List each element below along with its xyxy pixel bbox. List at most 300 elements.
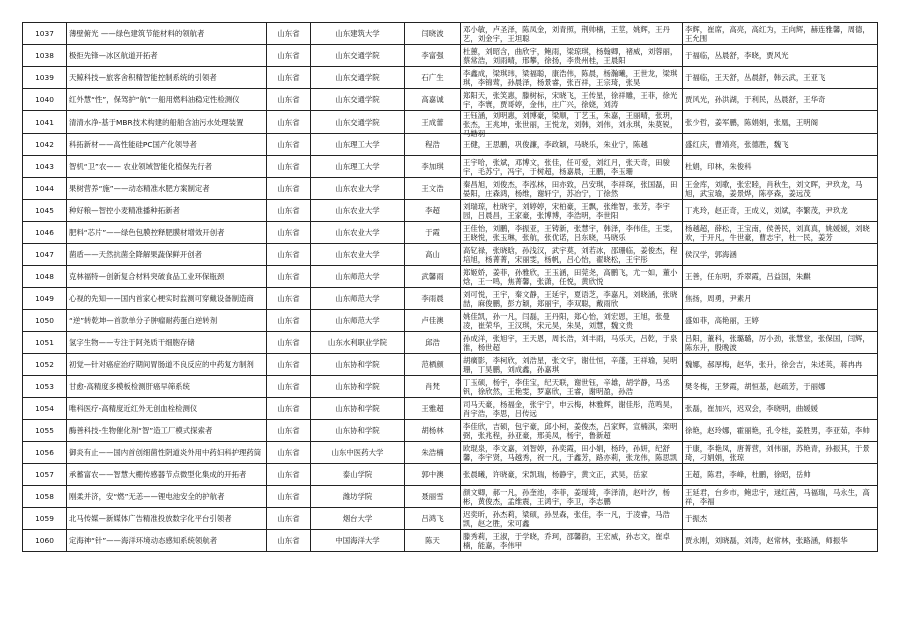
- team-leader: 聂丽雪: [421, 492, 444, 501]
- team-leader-cell: [405, 442, 461, 464]
- table-row: [23, 222, 878, 244]
- school-name-cell: [311, 222, 405, 244]
- team-members: 王宇哈，张斌，邓博文，张佳，任可爱，刘红月，张天奇，田骏宇，毛苏宁，冯宇，于树超，杨嘉晨，王鹏，李玉珊: [463, 157, 670, 176]
- team-members-cell: [461, 464, 683, 486]
- advisors-cell: [683, 442, 878, 464]
- school-name: 山东师范大学: [335, 272, 380, 281]
- team-leader-cell: [405, 222, 461, 244]
- project-name: 刚柔并济，安“燃”无恙——锂电池安全的护航者: [69, 492, 225, 501]
- province-cell: [267, 266, 311, 288]
- row-number-cell: [23, 376, 67, 398]
- province-cell: [267, 486, 311, 508]
- project-name-cell: [67, 23, 267, 45]
- advisors: 于福临，丛晨舒，李晓，贾风光: [685, 51, 789, 60]
- project-name: 菌盾——天然抗菌全降解果蔬保鲜开创者: [69, 250, 203, 259]
- project-name: 定海神“针”——海洋环境动态感知系统领航者: [69, 536, 218, 545]
- advisors: 于福临，王天舒，丛晨舒，韩云武，王亚飞: [685, 73, 826, 82]
- team-leader: 范栖颜: [421, 360, 444, 369]
- row-number-cell: [23, 310, 67, 332]
- province: 山东省: [277, 448, 300, 457]
- team-leader: 闫晓波: [421, 29, 444, 38]
- team-leader: 武馨雨: [421, 272, 444, 281]
- team-leader: 肖梵: [425, 382, 440, 391]
- project-name-cell: [67, 486, 267, 508]
- school-name: 泰山学院: [342, 470, 373, 479]
- province-cell: [267, 288, 311, 310]
- advisors: 丁兆玲，赵正奇，王成义，刘斌，李繁茂，尹玖龙: [685, 206, 848, 215]
- advisors: 贾风光，孙洪湖，于利民，丛晨舒，王华奇: [685, 95, 826, 104]
- team-members: 李佳欣，吉硕，包宇豪，邱小柯，姜俊杰，吕家辉，宣楠淇，栾明弼，张兆程，孙亚豪，邢美凤，杨宇，鲁新超: [463, 421, 678, 440]
- row-number-cell: [23, 398, 67, 420]
- advisors-cell: [683, 45, 878, 67]
- province-cell: [267, 156, 311, 178]
- advisors: 王延君，台乡市，鲍忠宇，逯红茜，马福瑞，马永生，高祥，李福: [685, 487, 870, 506]
- project-name: 甘愈-高精度多模板检测肝癌早筛系统: [69, 382, 190, 391]
- advisors: 盛如菲，高艳丽，王婷: [685, 316, 759, 325]
- school-name-cell: [311, 420, 405, 442]
- advisors: 张少哲，姜军鹏，陈娟娟，张凰，王明阁: [685, 117, 819, 127]
- team-leader: 程浩: [425, 140, 440, 149]
- row-number-cell: [23, 67, 67, 89]
- advisors: 杜娟，印林，朱俊科: [685, 162, 752, 171]
- advisors-cell: [683, 156, 878, 178]
- row-number: 1053: [35, 382, 54, 391]
- row-number-cell: [23, 178, 67, 200]
- project-name: 薄壁俯光 ——绿色建筑节能材料的领航者: [69, 29, 205, 38]
- project-name-cell: [67, 45, 267, 67]
- school-name: 山东农业大学: [335, 228, 380, 237]
- team-members-cell: [461, 178, 683, 200]
- project-name-cell: [67, 376, 267, 398]
- province-cell: [267, 310, 311, 332]
- project-name: 克林福特—创新复合材料突破食品工业环保瓶颈: [69, 272, 225, 281]
- table-row: [23, 111, 878, 134]
- province-cell: [267, 508, 311, 530]
- team-members-cell: [461, 200, 683, 222]
- table-row: [23, 45, 878, 67]
- advisors: 王超，陈君，李峰，杜鹏，徐昭，岳帅: [685, 470, 811, 479]
- team-members: 司马天豪，杨福金，张宇宁，申云梅，林雅辉，谢佳彤，范鸣昊，肖宇浩，李思，吕传远: [463, 399, 678, 418]
- project-name-cell: [67, 178, 267, 200]
- project-table-body: [23, 23, 878, 552]
- school-name: 山东师范大学: [335, 294, 380, 303]
- school-name: 山东农业大学: [335, 250, 380, 259]
- project-name: 承蓄富农——智慧大棚传感器节点微型化集成的开拓者: [69, 470, 247, 479]
- project-name: 天鲸科技—旅客舍积精智能控制系统的引领者: [69, 73, 217, 82]
- table-row: [23, 486, 878, 508]
- school-name: 山东农业大学: [335, 184, 380, 193]
- project-name-cell: [67, 442, 267, 464]
- school-name: 潍坊学院: [342, 492, 373, 501]
- project-name: 酶善科技-生物催化剂“智”造工厂模式探索者: [69, 426, 213, 435]
- school-name-cell: [311, 200, 405, 222]
- team-leader-cell: [405, 530, 461, 552]
- advisors: 于康，李艳凤，唐菁营，刘伟丽，苏艳青，孙振其，于景琦，刁娟娟，张琼: [685, 443, 870, 462]
- advisors: 焦扬，周勇，尹素月: [685, 294, 752, 303]
- school-name: 山东交通学院: [335, 51, 380, 60]
- team-leader: 邱浩: [425, 338, 440, 347]
- project-name-cell: [67, 332, 267, 354]
- row-number: 1049: [35, 294, 54, 303]
- team-members-cell: [461, 67, 683, 89]
- advisors-cell: [683, 310, 878, 332]
- row-number: 1037: [35, 29, 54, 38]
- project-name-cell: [67, 354, 267, 376]
- results-sheet: [22, 22, 877, 552]
- project-name-cell: [67, 266, 267, 288]
- team-leader-cell: [405, 156, 461, 178]
- school-name: 山东协和学院: [335, 426, 380, 435]
- school-name: 山东交通学院: [335, 73, 380, 82]
- school-name-cell: [311, 354, 405, 376]
- province-cell: [267, 89, 311, 111]
- team-leader-cell: [405, 310, 461, 332]
- table-row: [23, 530, 878, 552]
- project-name: 智机“卫”农—— 农业领域智能化植保先行者: [69, 162, 213, 171]
- team-leader: 李超: [425, 206, 440, 215]
- table-row: [23, 156, 878, 178]
- project-name-cell: [67, 200, 267, 222]
- team-leader-cell: [405, 508, 461, 530]
- project-name-cell: [67, 244, 267, 266]
- table-row: [23, 310, 878, 332]
- advisors-cell: [683, 266, 878, 288]
- row-number-cell: [23, 200, 67, 222]
- school-name-cell: [311, 244, 405, 266]
- advisors: 樊冬梅，王梦霞，胡恒基，赵疏芳，于丽娜: [685, 382, 826, 391]
- team-members: 丁玉硕，杨宇，李佳宝，纪天联，谢世钰，辛雄，胡学静，马丞钒，徐欣然，王艳雯，罗嘉欣，王睿，谢明盈，孙浩: [463, 377, 670, 396]
- team-members-cell: [461, 332, 683, 354]
- school-name-cell: [311, 111, 405, 134]
- project-name: 果树营养“施”——动态精准水肥方案制定者: [69, 184, 210, 193]
- table-row: [23, 23, 878, 45]
- team-leader: 王成蕾: [421, 117, 444, 127]
- province: 山东省: [277, 29, 300, 38]
- team-members-cell: [461, 310, 683, 332]
- team-members: 李鑫成，梁琪玮，梁福聪，康浩伟，陈晨，杨瀚曦，王世龙，梁琪琪，李锦莺，孙晨泽，杨景睿，张百祥，王宗琦，张昊: [463, 68, 678, 87]
- team-leader-cell: [405, 111, 461, 134]
- team-members-cell: [461, 266, 683, 288]
- province: 山东省: [277, 140, 300, 149]
- table-row: [23, 398, 878, 420]
- province: 山东省: [277, 162, 300, 171]
- project-name: 清清水净-基于MBR技术构建的船舶含油污水处理装置: [69, 117, 244, 127]
- project-name: 心视的先知——国内首家心梗实时监测可穿戴设备制造商: [69, 294, 254, 303]
- project-name-cell: [67, 111, 267, 134]
- school-name: 中国海洋大学: [335, 536, 380, 545]
- team-leader-cell: [405, 89, 461, 111]
- advisors-cell: [683, 178, 878, 200]
- project-name-cell: [67, 134, 267, 156]
- project-name: 唯科医疗-高精度近红外无创血栓检测仪: [69, 404, 198, 413]
- team-leader: 王文浩: [421, 184, 444, 193]
- team-leader-cell: [405, 178, 461, 200]
- team-leader: 朱浩楠: [421, 448, 444, 457]
- row-number-cell: [23, 111, 67, 134]
- province: 山东省: [277, 95, 300, 104]
- school-name: 山东交通学院: [335, 117, 380, 127]
- province: 山东省: [277, 228, 300, 237]
- row-number-cell: [23, 442, 67, 464]
- province: 山东省: [277, 536, 300, 545]
- school-name-cell: [311, 398, 405, 420]
- row-number: 1052: [35, 360, 54, 369]
- team-members: 邓小敏，卢圣泽，陈凤金，刘青照，荆帅楠，王莖，姚辉，王丹艺，刘金宇，王坦聪: [463, 24, 670, 43]
- school-name: 山东协和学院: [335, 360, 380, 369]
- team-members-cell: [461, 244, 683, 266]
- team-members: 高钇禄，张晓晗，孙浅汉，武宇莫，刘若冰，邵珊临，姜俊杰，程培旭，杨菁菁，宋丽雯，杨帆，吕心怡，翟晓松，王宇彤: [463, 245, 678, 264]
- row-number-cell: [23, 354, 67, 376]
- team-members-cell: [461, 530, 683, 552]
- province-cell: [267, 111, 311, 134]
- team-leader-cell: [405, 200, 461, 222]
- province: 山东省: [277, 117, 300, 127]
- team-leader: 卢佳澳: [421, 316, 444, 325]
- school-name-cell: [311, 486, 405, 508]
- table-row: [23, 134, 878, 156]
- school-name: 山东水利职业学院: [327, 338, 388, 347]
- advisors-cell: [683, 111, 878, 134]
- team-members: 颜文卿，郝一凡，孙奎池，李菲，姜瑷琦，李泽清，赵叶汐，杨彬，黄俊杰，孟维震，王鸿宇，李卫，李志鹏: [463, 487, 670, 506]
- advisors: 于振杰: [685, 514, 708, 523]
- row-number-cell: [23, 244, 67, 266]
- project-name: 氢字生物——专注于阿尧质干细胞存储: [69, 338, 195, 347]
- row-number-cell: [23, 266, 67, 288]
- advisors-cell: [683, 464, 878, 486]
- advisors-cell: [683, 134, 878, 156]
- team-members-cell: [461, 508, 683, 530]
- school-name-cell: [311, 508, 405, 530]
- school-name-cell: [311, 464, 405, 486]
- advisors-cell: [683, 420, 878, 442]
- row-number-cell: [23, 222, 67, 244]
- school-name: 山东建筑大学: [335, 29, 380, 38]
- row-number: 1056: [35, 448, 54, 457]
- table-row: [23, 266, 878, 288]
- row-number-cell: [23, 288, 67, 310]
- team-leader: 胡杨林: [421, 426, 444, 435]
- province: 山东省: [277, 316, 300, 325]
- table-row: [23, 332, 878, 354]
- row-number-cell: [23, 464, 67, 486]
- school-name: 烟台大学: [342, 514, 373, 523]
- school-name: 山东师范大学: [335, 316, 380, 325]
- school-name-cell: [311, 288, 405, 310]
- team-members: 滕秀莉，王淑，于学晓，乔珂，邵馨韵，王宏威，孙志文，崔卓楠，能嘉，李伟甲: [463, 531, 670, 550]
- province: 山东省: [277, 250, 300, 259]
- project-name-cell: [67, 67, 267, 89]
- team-members: 郑阳天，张笑惠，滕树标，宋晓飞，王传星，徐祥雕，王菲，徐光宇，李寰，贾哥婷，金伟，庄广兴，徐娆，刘涛: [463, 90, 678, 109]
- province: 山东省: [277, 73, 300, 82]
- school-name: 山东农业大学: [335, 206, 380, 215]
- team-members: 刘可悦，王宇，秦文静，王延宇，夏语芝，李嘉凡，刘晓涵，张晓喆，麻俊鹏，彭方颖，郑丽宇，李双聪，戴雨欣: [463, 289, 678, 308]
- team-leader-cell: [405, 486, 461, 508]
- row-number-cell: [23, 156, 67, 178]
- team-leader: 高嘉诚: [421, 95, 444, 104]
- province: 山东省: [277, 184, 300, 193]
- project-name-cell: [67, 222, 267, 244]
- team-members-cell: [461, 288, 683, 310]
- project-name-cell: [67, 508, 267, 530]
- team-members: 王健，王思鹏，巩俊濂，李政颖，马晓乐，朱业宁，陈越: [463, 140, 648, 149]
- advisors-cell: [683, 89, 878, 111]
- project-name: 极拒先锋—冰区航道开拓者: [69, 51, 158, 60]
- project-name-cell: [67, 398, 267, 420]
- project-name-cell: [67, 310, 267, 332]
- row-number: 1058: [35, 492, 54, 501]
- school-name-cell: [311, 442, 405, 464]
- team-leader: 李雨晨: [421, 294, 444, 303]
- team-leader: 石广生: [421, 73, 444, 82]
- team-members-cell: [461, 354, 683, 376]
- team-members: 杜蕙，刘昭含，曲欣宇，鲍雨，梁琼琪，杨翰卿，褚威，刘蓉丽，蔡常浩，刘雨晴，邢攀，徐扬，李贵州桂，王晨阳: [463, 46, 678, 65]
- advisors-cell: [683, 530, 878, 552]
- team-members: 刘瑞琼，杜晓宇，刘婷婷，宋柏豪，王飘，张维智，张芳，李宇园，吕晨昌，王家豪，张博博，李浩明，李世阳: [463, 201, 670, 220]
- row-number-cell: [23, 486, 67, 508]
- team-members-cell: [461, 398, 683, 420]
- advisors-cell: [683, 398, 878, 420]
- team-leader-cell: [405, 398, 461, 420]
- school-name-cell: [311, 332, 405, 354]
- advisors: 王金库，刘歌，张宏睦，肖秋生，刘文晖，尹玖龙，马旭，武宝瑜，姜景烨，陈亭森，姜远茂: [685, 179, 863, 198]
- row-number-cell: [23, 530, 67, 552]
- school-name-cell: [311, 310, 405, 332]
- province-cell: [267, 376, 311, 398]
- table-row: [23, 288, 878, 310]
- team-members-cell: [461, 156, 683, 178]
- row-number: 1042: [35, 140, 54, 149]
- row-number-cell: [23, 508, 67, 530]
- team-members: 秦昌旭，刘俊杰，李泓林，田亦致，吕安琪，李祥琛，张国磊，田晏阳，庄森鸿，杨维，谢轩宁，苏冶宁，丁徐然: [463, 179, 678, 198]
- advisors-cell: [683, 486, 878, 508]
- advisors: 贾永刚，刘晓磊，刘涛，赵常林，张路涵，师振华: [685, 536, 848, 545]
- team-members-cell: [461, 420, 683, 442]
- team-leader: 高山: [425, 250, 440, 259]
- table-row: [23, 89, 878, 111]
- advisors-cell: [683, 200, 878, 222]
- team-members-cell: [461, 89, 683, 111]
- team-members: 姚佳凯，孙一凡，闫磊，王丹阳，郑心怡，刘宏恩，王旭，张曼凌，崔荣华，王汉琪，宋元昊，朱昊，刘慧，魏文贵: [463, 311, 670, 330]
- province-cell: [267, 222, 311, 244]
- advisors: 王善，任东明，乔翠霞，吕益国，朱麒: [685, 272, 811, 281]
- team-leader-cell: [405, 266, 461, 288]
- row-number: 1055: [35, 426, 54, 435]
- team-leader-cell: [405, 332, 461, 354]
- team-leader: 于霞: [425, 228, 440, 237]
- table-row: [23, 442, 878, 464]
- row-number: 1050: [35, 316, 54, 325]
- province-cell: [267, 530, 311, 552]
- project-name: 科拓新材——高性能硅PC国产化领导者: [69, 140, 197, 149]
- row-number: 1047: [35, 250, 54, 259]
- team-leader: 李富强: [421, 51, 444, 60]
- team-members: 胡癀影，李柯欣，刘浩星，张文宇，谢仕恒，辛蓬，王祥瑜，吴明珊，丁昊鹏，刘成鑫，孙嘉琪: [463, 355, 678, 374]
- province: 山东省: [277, 51, 300, 60]
- row-number-cell: [23, 420, 67, 442]
- province-cell: [267, 178, 311, 200]
- school-name-cell: [311, 23, 405, 45]
- team-members-cell: [461, 23, 683, 45]
- province-cell: [267, 67, 311, 89]
- team-members-cell: [461, 486, 683, 508]
- advisors: 张磊，崔加兴，迟双会，李晓明，曲媛媛: [685, 404, 819, 413]
- row-number-cell: [23, 23, 67, 45]
- row-number: 1059: [35, 514, 54, 523]
- project-name: “逆”转乾坤—首款单分子肿瘤耐药蛋白逆转剂: [69, 316, 218, 325]
- team-leader: 李加琪: [421, 162, 444, 171]
- team-members: 孙成洋，张旭宇，王天恩，周长浩，刘丰雨，马乐天，吕乾，于泉淮，杨世超: [463, 333, 678, 352]
- row-number-cell: [23, 89, 67, 111]
- team-leader-cell: [405, 67, 461, 89]
- team-leader: 郭中澳: [421, 470, 444, 479]
- project-name-cell: [67, 464, 267, 486]
- team-members: 郑姬娇，姜菲，孙雅欣，王玉涵，田莞尧，高鹏飞，尤一如，董小焓，王一鸣，焦菁馨，张潇，任悦，黄欣悦: [463, 267, 678, 286]
- school-name-cell: [311, 178, 405, 200]
- advisors: 魏娜，郝厚梅，赵华，张升，徐会吉，朱述英，蒋冉冉: [685, 360, 863, 369]
- row-number: 1044: [35, 184, 54, 193]
- advisors: 杨越超，薛松，王宝南，侯善民，刘真真，姚媛媛，刘晓欢，于开凡，牛世豪，曹志宇，杜一民，姜芳: [685, 223, 870, 242]
- table-row: [23, 354, 878, 376]
- row-number-cell: [23, 134, 67, 156]
- school-name: 山东协和学院: [335, 382, 380, 391]
- team-members-cell: [461, 222, 683, 244]
- row-number: 1051: [35, 338, 54, 347]
- team-members-cell: [461, 111, 683, 138]
- province: 山东省: [277, 470, 300, 479]
- school-name: 山东理工大学: [335, 162, 380, 171]
- row-number: 1048: [35, 272, 54, 281]
- province: 山东省: [277, 426, 300, 435]
- province: 山东省: [277, 404, 300, 413]
- advisors-cell: [683, 508, 878, 530]
- province: 山东省: [277, 382, 300, 391]
- project-name-cell: [67, 530, 267, 552]
- project-table: [22, 22, 878, 552]
- table-row: [23, 464, 878, 486]
- team-leader-cell: [405, 376, 461, 398]
- province: 山东省: [277, 272, 300, 281]
- table-row: [23, 200, 878, 222]
- row-number: 1039: [35, 73, 54, 82]
- team-members: 欧琨泉，李文嘉，刘智婷，孙奕霞，田小娟，杨玲，孙妍，纪舒馨，李宇贤，马越秀，祝一凡，于鑫芳，路亦莉，张龙伟，陈思凯: [463, 443, 678, 462]
- school-name: 山东理工大学: [335, 140, 380, 149]
- school-name-cell: [311, 266, 405, 288]
- row-number: 1046: [35, 228, 54, 237]
- school-name-cell: [311, 134, 405, 156]
- team-members: 张晨曦，许晓豪，宋凯瑞，杨静宇，黄文正，武昊，岳家: [463, 470, 648, 479]
- team-leader-cell: [405, 134, 461, 156]
- team-members-cell: [461, 376, 683, 398]
- team-leader-cell: [405, 244, 461, 266]
- row-number: 1054: [35, 404, 54, 413]
- project-name: 红外慧“性”，保驾护“航”一船用燃料油稳定性检测仪: [69, 95, 240, 104]
- project-name: 肥料“芯片”——绿色包膜控释肥膜材增效开创者: [69, 228, 225, 237]
- project-name: 种好粮—智控小麦精准播种拓新者: [69, 206, 180, 215]
- school-name: 山东中医药大学: [331, 448, 384, 457]
- school-name-cell: [311, 156, 405, 178]
- province-cell: [267, 200, 311, 222]
- province: 山东省: [277, 492, 300, 501]
- project-name: 北马传媒—新媒体广告精准投放数字化平台引领者: [69, 514, 232, 523]
- school-name-cell: [311, 45, 405, 67]
- advisors-cell: [683, 376, 878, 398]
- table-row: [23, 420, 878, 442]
- school-name: 山东协和学院: [335, 404, 380, 413]
- team-members-cell: [461, 134, 683, 156]
- province-cell: [267, 23, 311, 45]
- advisors: 吕阳，董科，张璐璐，厉小劲，张慧堂，张保国，闫辉，陈东升，殷晚波: [685, 333, 870, 352]
- table-row: [23, 244, 878, 266]
